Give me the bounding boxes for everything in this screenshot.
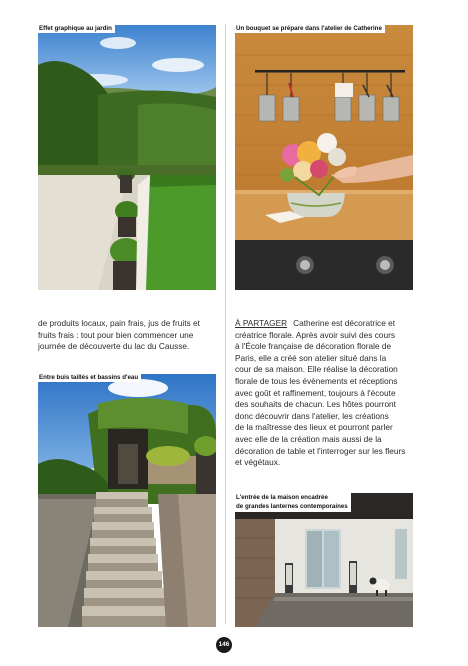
- right-text-line: avec goût et raffinement, toujours à l'écoute: [235, 387, 396, 398]
- section-lede: À PARTAGER: [235, 318, 288, 328]
- right-text-line: avec elle de la création mais aussi de la: [235, 433, 382, 444]
- right-column-text: [235, 318, 415, 469]
- pools-photo-caption: Entre buis taillés et bassins d'eau: [38, 374, 141, 382]
- right-text-line: et végétaux.: [235, 457, 281, 468]
- garden-photo-caption: Effet graphique au jardin: [38, 25, 115, 33]
- right-text-line: créatrice florale. Après avoir suivi des cours: [235, 329, 396, 340]
- right-text-line: donc découvrir dans l'atelier, les créations: [235, 410, 389, 421]
- left-column-text: [38, 318, 218, 353]
- entrance-photo-caption: [235, 493, 351, 512]
- right-text-line: décoration de table et l'interroger sur les fleurs: [235, 445, 406, 456]
- column-divider: [225, 24, 226, 624]
- entrance-photo-image: [235, 493, 413, 627]
- right-text-line: des souhaits de chacun. Les hôtes pourront: [235, 399, 396, 410]
- entrance-photo: [235, 493, 413, 627]
- right-text-line: Catherine est décoratrice et: [293, 318, 396, 328]
- left-text-line: journée de découverte du lac du Causse.: [38, 341, 190, 352]
- right-text-line: à l'École française de décoration florale de: [235, 341, 392, 352]
- bouquet-photo: [235, 25, 413, 290]
- right-text-line: Paris, elle a créé son atelier situé dans la: [235, 352, 387, 363]
- pools-photo: [38, 374, 216, 627]
- bouquet-photo-image: [235, 25, 413, 290]
- left-text-line: de produits locaux, pain frais, jus de fruits et: [38, 318, 200, 328]
- bouquet-photo-caption: Un bouquet se prépare dans l'atelier de Catherine: [235, 25, 385, 33]
- entrance-caption-line: L'entrée de la maison encadrée: [236, 494, 328, 501]
- right-text-line: florale de tous les évènements et réceptions: [235, 375, 398, 386]
- left-text-line: fruits frais : tout pour bien commencer une: [38, 329, 194, 340]
- garden-photo-image: [38, 25, 216, 290]
- entrance-caption-line: de grandes lanternes contemporaines: [236, 502, 348, 510]
- pools-photo-image: [38, 374, 216, 627]
- garden-photo: [38, 25, 216, 290]
- right-text-line: de la maîtresse des lieux et pourront parler: [235, 422, 393, 433]
- page-number: 146: [216, 637, 232, 653]
- right-text-first-line: [235, 318, 415, 330]
- right-text-line: cour de sa maison. Elle réalise la décoration: [235, 364, 398, 375]
